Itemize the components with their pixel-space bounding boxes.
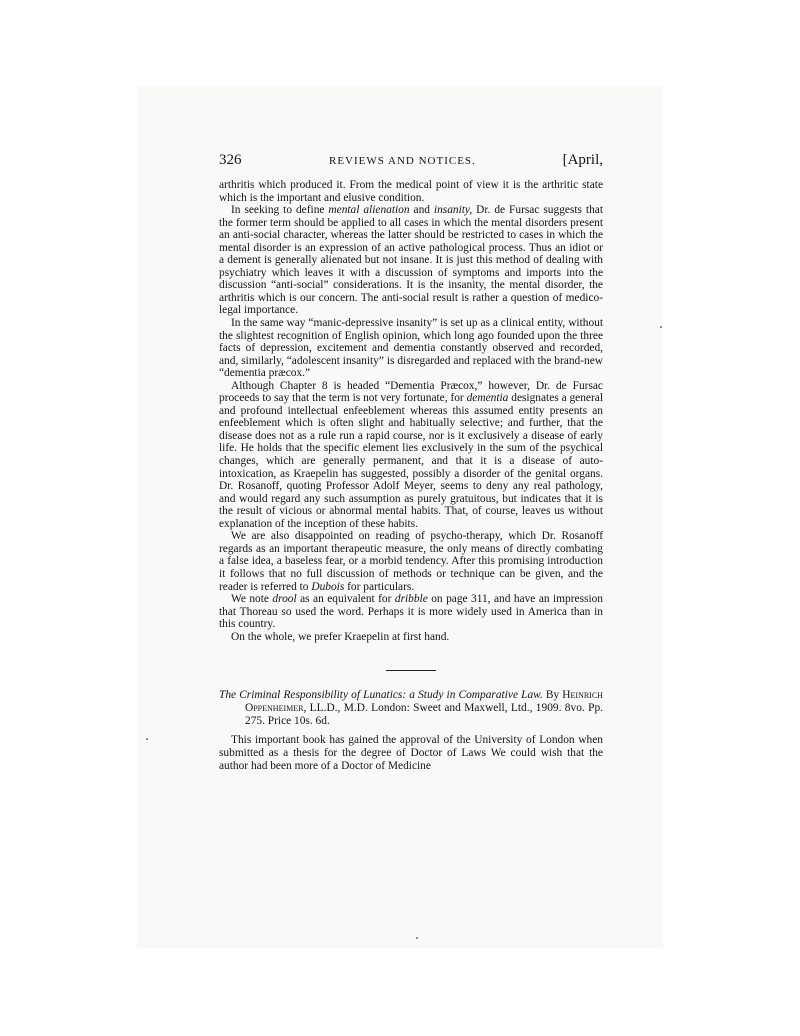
paragraph: We note drool as an equivalent for dribble on page 311, and have an impression that Thoreau so used the word. Perhaps it is more widely used in America than in this country. xyxy=(219,593,604,631)
citation-by: By xyxy=(545,689,560,702)
paragraph: arthritis which produced it. From the medical point of view it is the arthritic state which is the important and elusive condition. xyxy=(219,179,603,204)
italic-term: drool xyxy=(272,593,297,606)
paragraph: In the same way “manic-depressive insanity” is set up as a clinical entity, without the slightest recognition of English opinion, which long ago founded upon the three facts of depression, excitement and dementia constantly observed and recorded, and, similarly, “adolescent insanity” is disregarded and replaced with the brand-new “dementia præcox.” xyxy=(219,317,603,380)
paragraph: In seeking to define mental alienation and insanity, Dr. de Fursac suggests that the former term should be applied to all cases in which the mental disorders present an anti-social character, whereas the latter should be restricted to cases in which the mental disorder is an expression of an active pathological process. Thus an idiot or a dement is generally alienated but not insane. It is just this method of dealing with psychiatry which leaves it with a discussion of symptoms and imports into the discussion “anti-social” considerations. It is the insanity, the mental disorder, the arthritis which is our concern. The anti-social result is rather a question of medico-legal importance. xyxy=(219,204,604,317)
italic-term: dementia xyxy=(466,392,509,405)
section-divider xyxy=(386,670,436,671)
paragraph: This important book has gained the approval of the University of London when submitted as a thesis for the degree of Doctor of Laws We could wish that the author had been more of a Doctor of Medicine xyxy=(219,734,603,773)
running-head xyxy=(219,148,603,172)
review-body xyxy=(219,734,603,773)
book-citation xyxy=(219,689,603,728)
book-title: The Criminal Responsibility of Lunatics: a Study in Comparative Law. xyxy=(219,689,543,702)
paragraph: On the whole, we prefer Kraepelin at first hand. xyxy=(231,630,450,643)
review-text xyxy=(219,179,603,643)
book-page xyxy=(219,148,603,773)
paragraph: Although Chapter 8 is headed “Dementia Præcox,” however, Dr. de Fursac proceeds to say that the term is not very fortunate, for dementia designates a general and profound intellectual enfeeblement whereas this assumed entity presents an enfeeblement which is often slight and habitually selective; and further, that the disease does not as a rule run a rapid course, nor is it exclusively a disease of early life. He holds that the specific element lies exclusively in the sum of the psychical changes, which are generally permanent, and that it is a disease of auto-intoxication, as Kraepelin has suggested, possibly a disorder of the genital organs. Dr. Rosanoff, quoting Professor Adolf Meyer, seems to deny any real pathology, and would regard any such assumption as purely gratuitous, but indicates that it is the result of vicious or abnormal mental habits. That, of course, leaves us without explanation of the inception of these habits. xyxy=(219,379,604,530)
publication-details: , LL.D., M.D. London: Sweet and Maxwell, Ltd., 1909. 8vo. Pp. 275. Price 10s. 6d. xyxy=(245,702,603,728)
page-number: 326 xyxy=(219,152,242,168)
italic-term: dribble xyxy=(394,593,428,606)
scan-speck xyxy=(146,738,148,740)
scan-speck xyxy=(660,326,662,328)
running-title: REVIEWS AND NOTICES. xyxy=(329,155,476,167)
scan-speck xyxy=(416,937,418,939)
italic-term: insanity, xyxy=(433,204,473,217)
paragraph: We are also disappointed on reading of psycho-therapy, which Dr. Rosanoff regards as an important therapeutic measure, the only means of directly combating a false idea, a baseless fear, or a morbid tendency. After this promising introduction it follows that no full discussion of methods or technique can be given, and the reader is referred to Dubois for particulars. xyxy=(219,530,603,593)
italic-term: Dubois xyxy=(311,580,345,593)
italic-term: mental alienation xyxy=(328,204,410,217)
author-name: Heinrich Oppenheimer xyxy=(245,689,603,715)
running-date: [April, xyxy=(562,152,603,168)
